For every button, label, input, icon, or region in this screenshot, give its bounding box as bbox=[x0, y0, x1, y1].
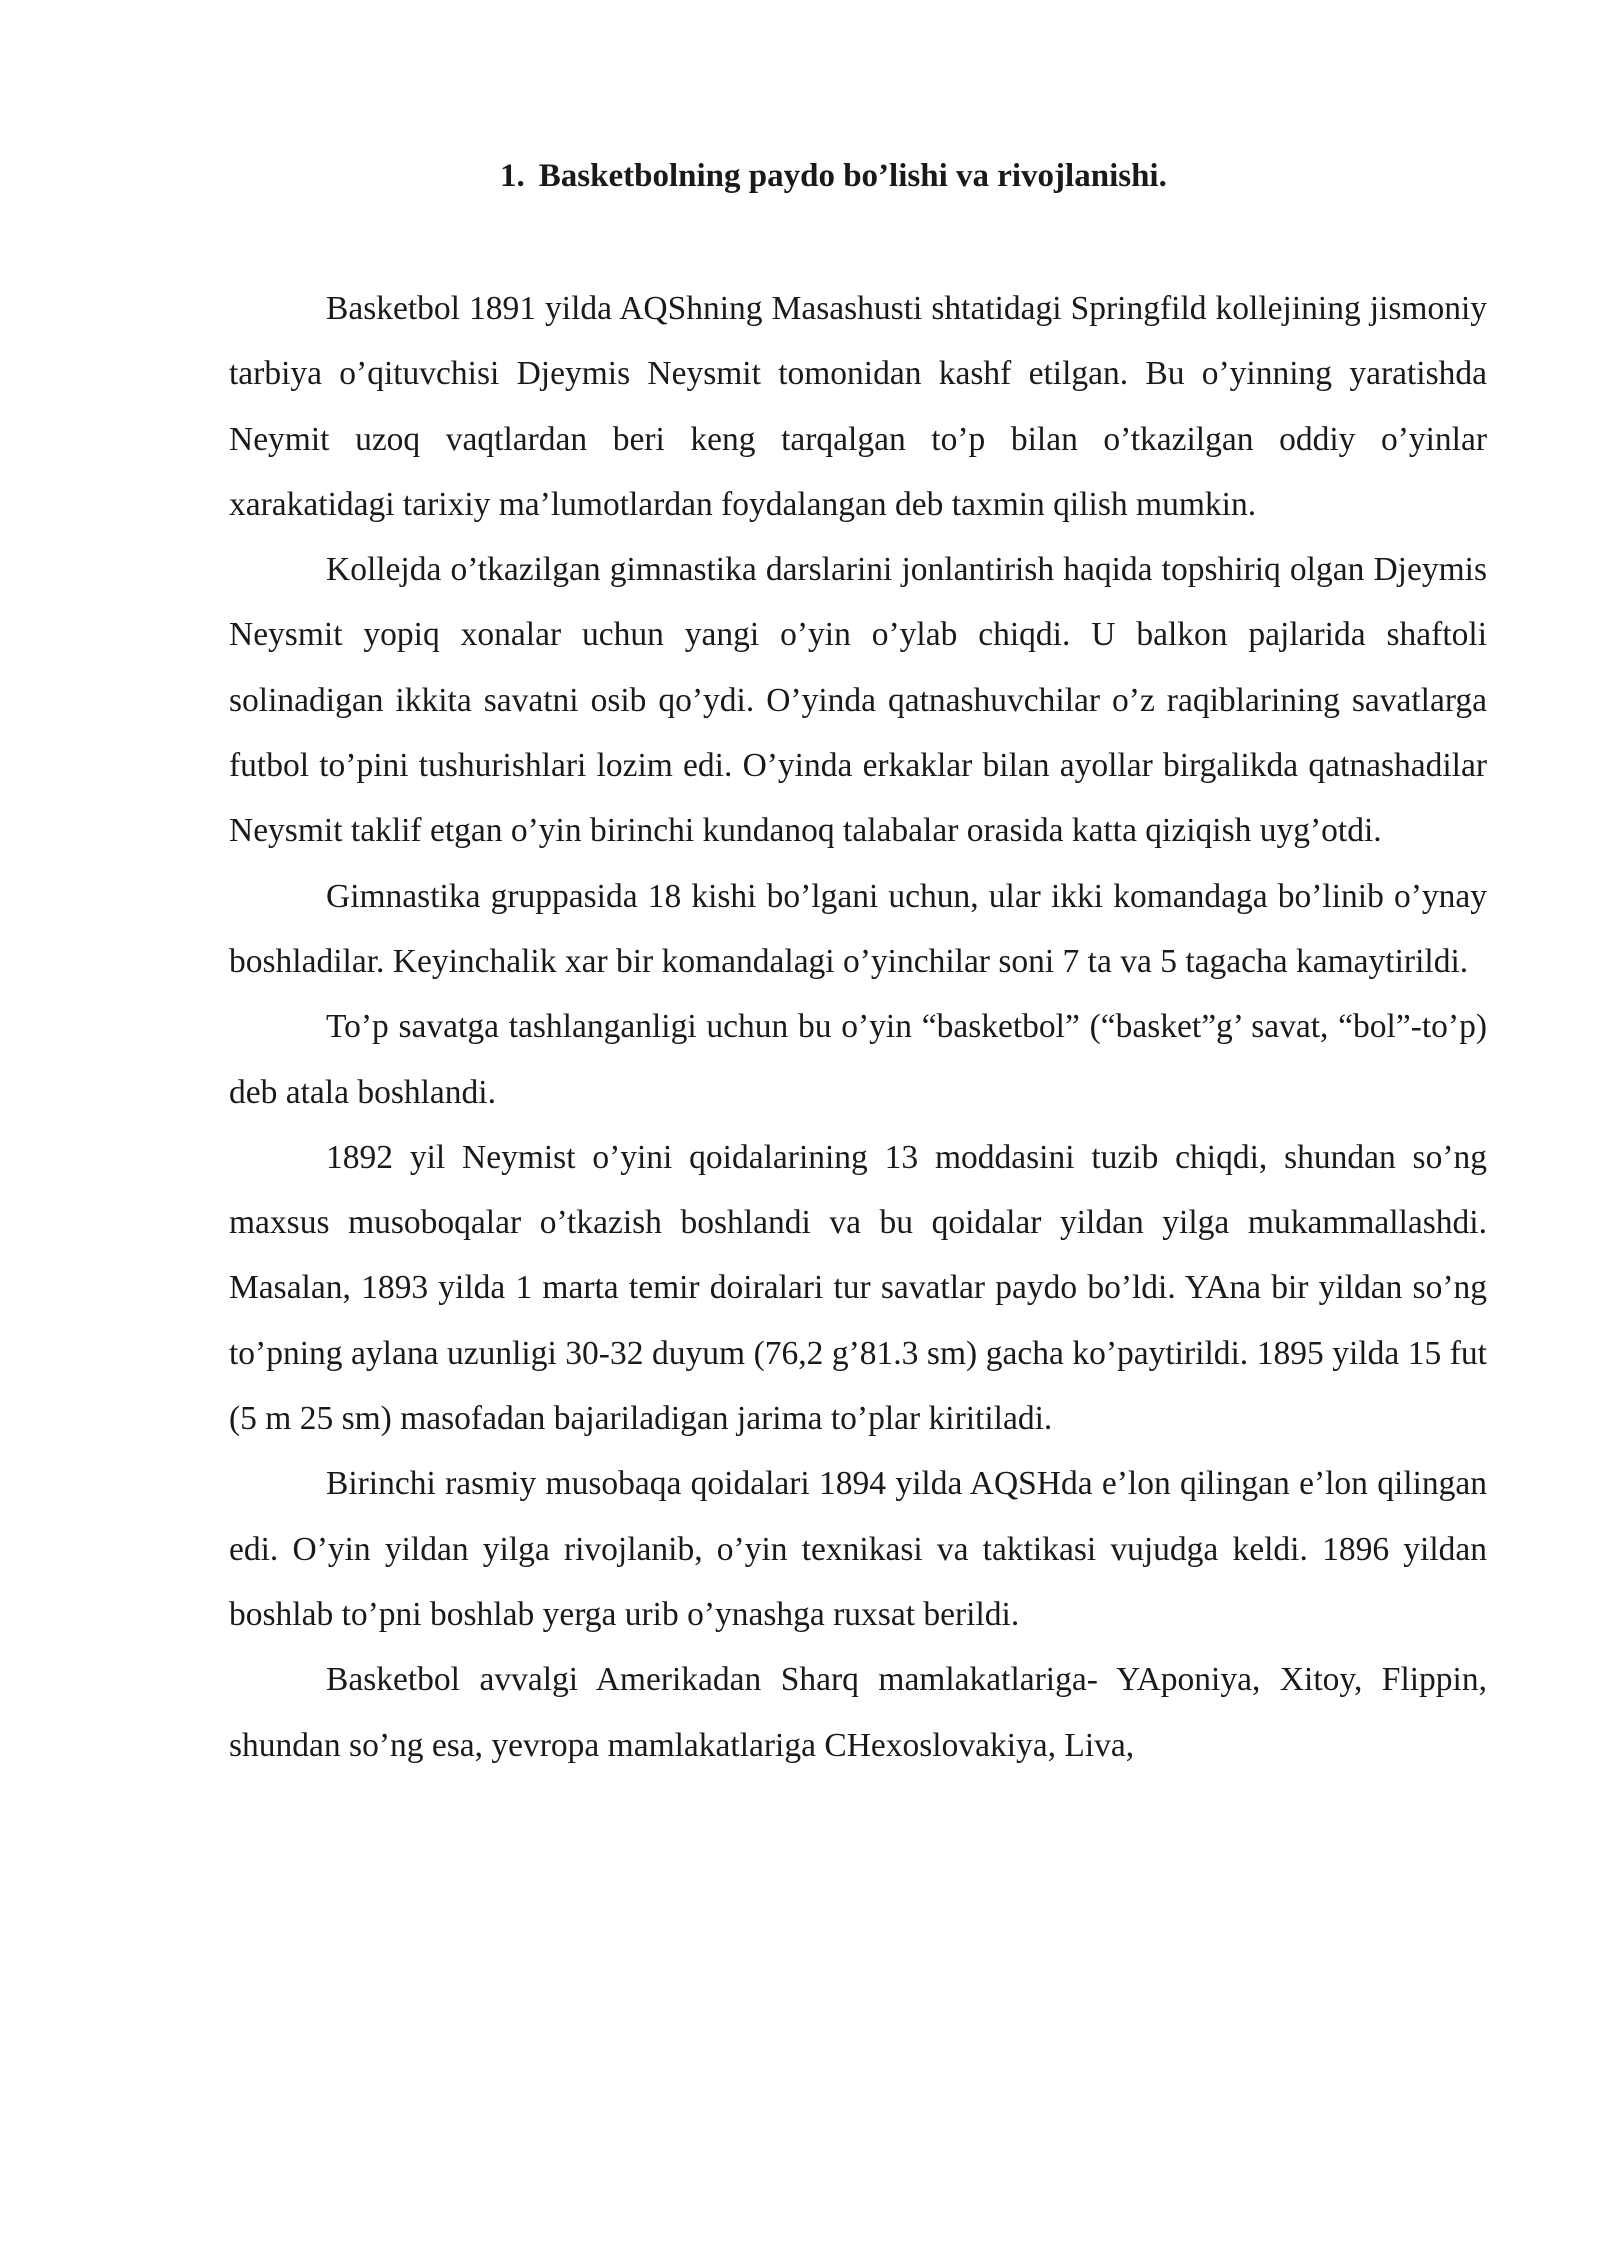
document-body bbox=[229, 276, 1487, 1778]
paragraph: Gimnastika gruppasida 18 kishi bo’lgani uchun, ular ikki komandaga bo’linib o’ynay boshladilar. Keyinchalik xar bir komandalagi o’yinchilar soni 7 ta va 5 tagacha kamaytirildi. bbox=[229, 877, 1487, 980]
paragraph: 1892 yil Neymist o’yini qoidalarining 13 moddasini tuzib chiqdi, shundan so’ng maxsus musoboqalar o’tkazish boshlandi va bu qoidalar yildan yilga mukammallashdi. Masalan, 1893 yilda 1 marta temir doiralari tur savatlar paydo bo’ldi. YAna bir yildan so’ng to’pning aylana uzunligi 30-32 duyum (76,2 g’81.3 sm) gacha ko’paytirildi. 1895 yilda 15 fut (5 m 25 sm) masofadan bajariladigan jarima to’plar kiritiladi. bbox=[229, 1138, 1487, 1438]
paragraph: Basketbol avvalgi Amerikadan Sharq mamlakatlariga- YAponiya, Xitoy, Flippin, shundan so’ng esa, yevropa mamlakatlariga CHexoslovakiya, Liva, bbox=[229, 1661, 1487, 1764]
paragraph: Kollejda o’tkazilgan gimnastika darslarini jonlantirish haqida topshiriq olgan Djeymis Neysmit yopiq xonalar uchun yangi o’yin o’ylab chiqdi. U balkon pajlarida shaftoli solinadigan ikkita savatni osib qo’ydi. O’yinda qatnashuvchilar o’z raqiblarining savatlarga futbol to’pini tushurishlari lozim edi. O’yinda erkaklar bilan ayollar birgalikda qatnashadilar Neysmit taklif etgan o’yin birinchi kundanoq talabalar orasida katta qiziqish uyg’otdi. bbox=[229, 551, 1487, 850]
section-title: Basketbolning paydo bo’lishi va rivojlanishi. bbox=[538, 158, 1167, 194]
paragraph: Birinchi rasmiy musobaqa qoidalari 1894 yilda AQSHda e’lon qilingan e’lon qilingan edi. O’yin yildan yilga rivojlanib, o’yin texnikasi va taktikasi vujudga keldi. 1896 yildan boshlab to’pni boshlab yerga urib o’ynashga ruxsat berildi. bbox=[229, 1465, 1487, 1633]
paragraph: Basketbol 1891 yilda AQShning Masashusti shtatidagi Springfild kollejining jismoniy tarbiya o’qituvchisi Djeymis Neysmit tomonidan kashf etilgan. Bu o’yinning yaratishda Neymit uzoq vaqtlardan beri keng tarqalgan to’p bilan o’tkazilgan oddiy o’yinlar xarakatidagi tarixiy ma’lumotlardan foydalangan deb taxmin qilish mumkin. bbox=[229, 290, 1487, 523]
section-heading bbox=[500, 152, 1167, 200]
paragraph: To’p savatga tashlanganligi uchun bu o’yin “basketbol” (“basket”g’ savat, “bol”-to’p) deb atala boshlandi. bbox=[229, 1008, 1487, 1111]
section-number: 1. bbox=[500, 158, 525, 194]
